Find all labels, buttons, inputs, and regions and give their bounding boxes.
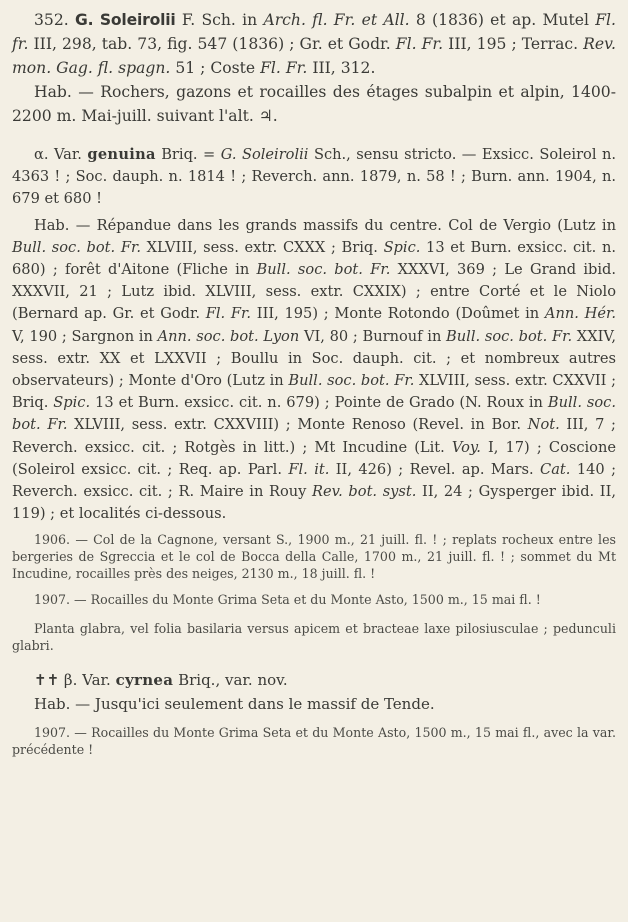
var-alpha-name: genuina	[87, 146, 156, 163]
var-alpha-latin-diagnosis: Planta glabra, vel folia basilaria versus apicem et bracteae laxe pilosiusculae ; pedunculi glabri.	[12, 621, 616, 654]
var-alpha-habitat: Hab. — Répandue dans les grands massifs du centre. Col de Vergio (Lutz in Bull. soc. bot. Fr. XLVIII, sess. extr. CXXX ; Briq. Spic. 13 et Burn. exsicc. cit. n. 680) ; forêt d'Aitone (Fliche in Bull. soc. bot. Fr. XXXVI, 369 ; Le Grand ibid. XXXVII, 21 ; Lutz ibid. XLVIII, sess. extr. CXXIX) ; entre Corté et le Niolo (Bernard ap. Gr. et Godr. Fl. Fr. III, 195) ; Monte Rotondo (Doûmet in Ann. Hér. V, 190 ; Sargnon in Ann. soc. bot. Lyon VI, 80 ; Burnouf in Bull. soc. bot. Fr. XXIV, sess. extr. XX et LXXVII ; Boullu in Soc. dauph. cit. ; et nombreux autres observateurs) ; Monte d'Oro (Lutz in Bull. soc. bot. Fr. XLVIII, sess. extr. CXXVII ; Briq. Spic. 13 et Burn. exsicc. cit. n. 679) ; Pointe de Grado (N. Roux in Bull. soc. bot. Fr. XLVIII, sess. extr. CXXVIII) ; Monte Renoso (Revel. in Bor. Not. III, 7 ; Reverch. exsicc. cit. ; Rotgès in litt.) ; Mt Incudine (Lit. Voy. I, 17) ; Coscione (Soleirol exsicc. cit. ; Req. ap. Parl. Fl. it. II, 426) ; Revel. ap. Mars. Cat. 140 ; Reverch. exsicc. cit. ; R. Maire in Rouy Rev. bot. syst. II, 24 ; Gysperger ibid. II, 119) ; et localités ci-dessous.	[12, 216, 617, 523]
var-alpha-header: α. Var. genuina Briq. = G. Soleirolii Sch., sensu stricto. — Exsicc. Soleirol n. 4363 ! ; Soc. dauph. n. 1814 ! ; Reverch. ann. 1879, n. 58 ! ; Burn. ann. 1904, n. 679 et 680 !	[12, 146, 617, 208]
species-name: G. Soleirolii	[75, 11, 176, 29]
var-alpha-observation-1907: 1907. — Rocailles du Monte Grima Seta et du Monte Asto, 1500 m., 15 mai fl. !	[34, 592, 541, 608]
entry-352-habitat: Hab. — Rochers, gazons et rocailles des étages subalpin et alpin, 1400-2200 m. Mai-juill. suivant l'alt. ♃.	[12, 83, 616, 125]
var-beta-header: ✝✝ β. Var. cyrnea Briq., var. nov.	[34, 671, 288, 690]
var-beta-name: cyrnea	[115, 671, 174, 690]
var-alpha-observation-1906: 1906. — Col de la Cagnone, versant S., 1900 m., 21 juill. fl. ! ; replats rocheux entre les bergeries de Sgreccia et le col de Bocca della Calle, 1700 m., 21 juill. fl. ! ; sommet du Mt Incudine, rocailles près des neiges, 2130 m., 18 juill. fl. !	[12, 532, 616, 582]
var-beta-observation-1907: 1907. — Rocailles du Monte Grima Seta et du Monte Asto, 1500 m., 15 mai fl., avec la var. précédente !	[12, 725, 616, 758]
double-dagger-icon: ✝✝ β. Var.	[34, 671, 116, 690]
entry-number: 352.	[34, 11, 69, 29]
var-beta-habitat: Hab. — Jusqu'ici seulement dans le massif de Tende.	[34, 695, 435, 714]
entry-352-citation: 352. G. Soleirolii F. Sch. in Arch. fl. Fr. et All. 8 (1836) et ap. Mutel Fl. fr. III, 298, tab. 73, fig. 547 (1836) ; Gr. et Godr. Fl. Fr. III, 195 ; Terrac. Rev. mon. Gag. fl. spagn. 51 ; Coste Fl. Fr. III, 312.	[12, 11, 616, 77]
